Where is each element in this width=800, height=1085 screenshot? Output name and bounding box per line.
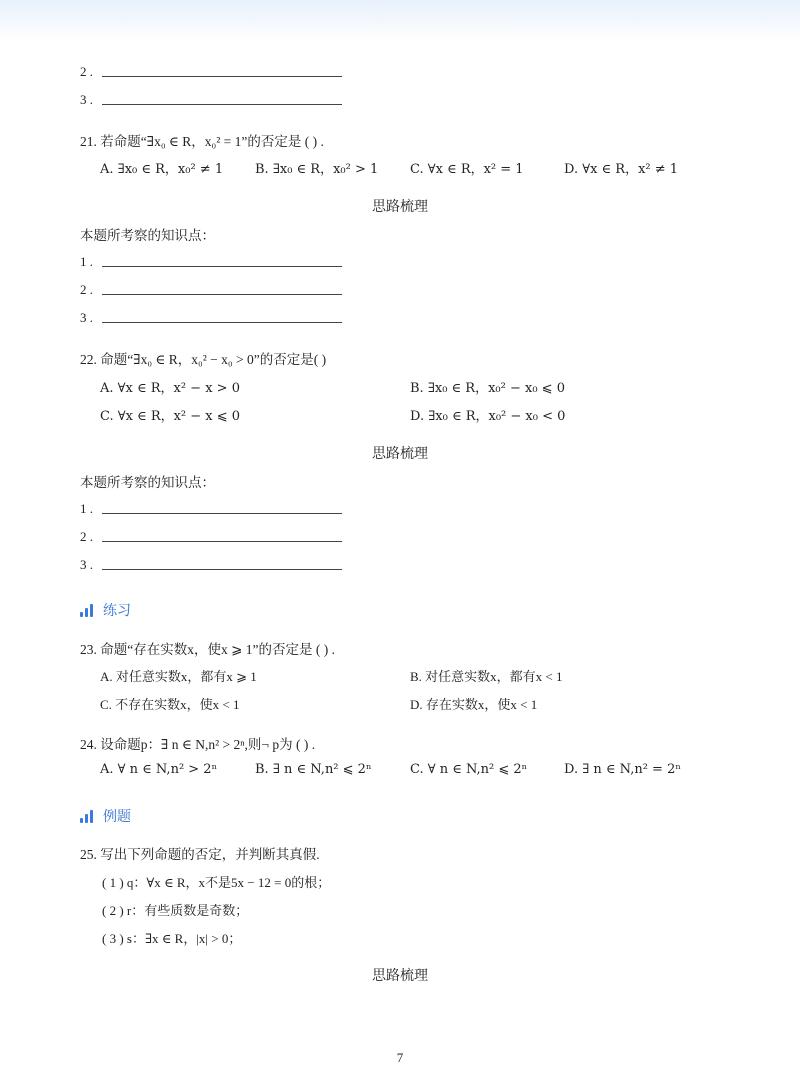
question-25-stem: 25. 写出下列命题的否定，并判断其真假.	[80, 847, 320, 862]
q22-option-a[interactable]: A. ∀x ∈ R，x² − x > 0	[100, 381, 240, 396]
q25-item-2: ( 2 ) r：有些质数是奇数；	[102, 903, 249, 918]
knowledge-points-label: 本题所考察的知识点：	[80, 228, 215, 243]
q24-option-d[interactable]: D. ∃ n ∈ N,n² = 2ⁿ	[564, 762, 681, 777]
q25-item-3: ( 3 ) s：∃x ∈ R，|x| > 0；	[102, 931, 242, 946]
answer-blank-row	[80, 308, 342, 326]
q24-option-b[interactable]: B. ∃ n ∈ N,n² ⩽ 2ⁿ	[255, 762, 372, 777]
knowledge-points-label: 本题所考察的知识点：	[80, 475, 215, 490]
answer-blank-row	[80, 252, 342, 270]
blank-number: 1 .	[80, 254, 93, 269]
section-example-heading	[80, 806, 131, 826]
answer-blank-line[interactable]	[102, 540, 342, 542]
blank-number: 1 .	[80, 501, 93, 516]
question-21-stem: 21. 若命题“∃x₀ ∈ R，x₀² = 1”的否定是 ( ) .	[80, 134, 324, 149]
blank-number: 3 .	[80, 557, 93, 572]
answer-blank-line[interactable]	[102, 568, 342, 570]
answer-blank-row	[80, 280, 342, 298]
thinking-heading: 思路梳理	[372, 969, 428, 984]
q22-option-b[interactable]: B. ∃x₀ ∈ R，x₀² − x₀ ⩽ 0	[410, 381, 565, 396]
blank-number: 3 .	[80, 310, 93, 325]
q21-option-a[interactable]: A. ∃x₀ ∈ R，x₀² ≠ 1	[100, 162, 224, 177]
q23-option-c[interactable]: C. 不存在实数x，使x < 1	[100, 697, 240, 712]
section-title: 例题	[103, 809, 131, 825]
answer-blank-row	[80, 499, 342, 517]
answer-blank-row	[80, 62, 342, 80]
answer-blank-row	[80, 555, 342, 573]
answer-blank-line[interactable]	[102, 321, 342, 323]
answer-blank-row	[80, 90, 342, 108]
q23-option-a[interactable]: A. 对任意实数x，都有x ⩾ 1	[100, 669, 257, 684]
q23-option-d[interactable]: D. 存在实数x，使x < 1	[410, 697, 538, 712]
section-practice-heading	[80, 600, 131, 620]
question-24-stem: 24. 设命题p：∃ n ∈ N,n² > 2ⁿ,则¬ p为 ( ) .	[80, 737, 316, 752]
section-title: 练习	[103, 603, 131, 619]
blank-number: 3 .	[80, 92, 93, 107]
thinking-heading: 思路梳理	[372, 447, 428, 462]
bar-chart-icon	[80, 809, 93, 823]
q25-item-1: ( 1 ) q：∀x ∈ R，x不是5x − 12 = 0的根；	[102, 875, 331, 890]
question-23-stem: 23. 命题“存在实数x，使x ⩾ 1”的否定是 ( ) .	[80, 642, 336, 657]
q21-option-d[interactable]: D. ∀x ∈ R，x² ≠ 1	[564, 162, 679, 177]
answer-blank-line[interactable]	[102, 293, 342, 295]
q24-option-a[interactable]: A. ∀ n ∈ N,n² > 2ⁿ	[100, 762, 218, 777]
bar-chart-icon	[80, 603, 93, 617]
q21-option-b[interactable]: B. ∃x₀ ∈ R，x₀² > 1	[255, 162, 379, 177]
page-number: 7	[396, 1050, 404, 1065]
thinking-heading: 思路梳理	[372, 200, 428, 215]
blank-number: 2 .	[80, 64, 93, 79]
blank-number: 2 .	[80, 282, 93, 297]
question-22-stem: 22. 命题“∃x₀ ∈ R，x₀² − x₀ > 0”的否定是( )	[80, 352, 327, 367]
answer-blank-line[interactable]	[102, 512, 342, 514]
answer-blank-line[interactable]	[102, 103, 342, 105]
answer-blank-row	[80, 527, 342, 545]
q22-option-d[interactable]: D. ∃x₀ ∈ R，x₀² − x₀ < 0	[410, 409, 566, 424]
blank-number: 2 .	[80, 529, 93, 544]
q23-option-b[interactable]: B. 对任意实数x，都有x < 1	[410, 669, 563, 684]
q22-option-c[interactable]: C. ∀x ∈ R，x² − x ⩽ 0	[100, 409, 241, 424]
answer-blank-line[interactable]	[102, 265, 342, 267]
page-header-band	[0, 0, 800, 40]
q24-option-c[interactable]: C. ∀ n ∈ N,n² ⩽ 2ⁿ	[410, 762, 528, 777]
answer-blank-line[interactable]	[102, 75, 342, 77]
q21-option-c[interactable]: C. ∀x ∈ R，x² = 1	[410, 162, 524, 177]
